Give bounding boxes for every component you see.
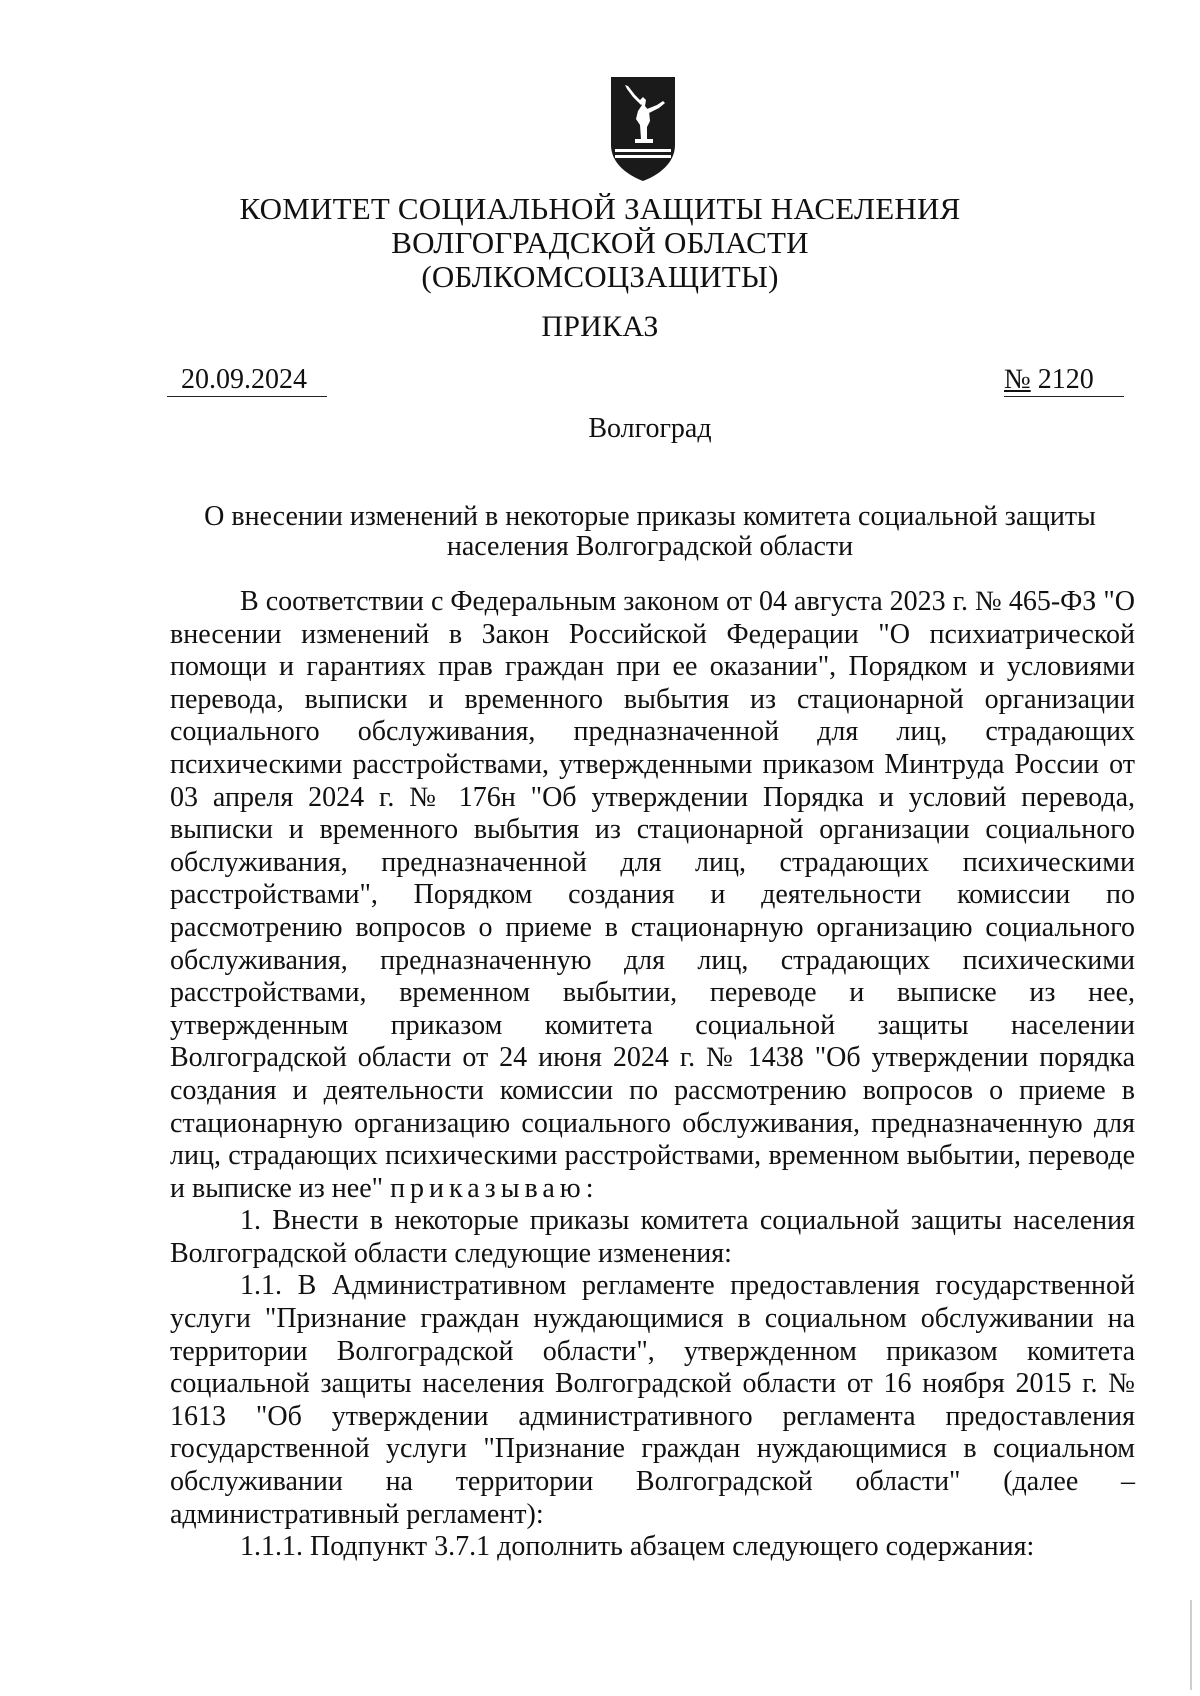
organization-name-line-2: ВОЛГОГРАДСКОЙ ОБЛАСТИ xyxy=(391,225,809,260)
body-paragraph-1-1: 1.1. В Административном регламенте предоставления государственной услуги "Признание граждан нуждающимися в социальном обслуживании на территории Волгоградской области", утвержденном приказом комитета социальной защиты населения Волгоградской области от 16 ноября 2015 г. № 1613 "Об утверждении административного регламента предоставления государственной услуги "Признание граждан нуждающимися в социальном обслуживании на территории Волгоградской области" (далее – административный регламент): xyxy=(170,1270,1135,1530)
organization-name-line-1: КОМИТЕТ СОЦИАЛЬНОЙ ЗАЩИТЫ НАСЕЛЕНИЯ xyxy=(239,191,961,226)
document-type-title: ПРИКАЗ xyxy=(541,310,659,343)
body-paragraph-1-1-1: 1.1.1. Подпункт 3.7.1 дополнить абзацем следующего содержания: xyxy=(240,1531,1035,1563)
document-body xyxy=(170,586,1135,1564)
body-paragraph-preamble xyxy=(170,586,1135,1205)
document-subject xyxy=(150,502,1150,562)
subject-line-2: населения Волгоградской области xyxy=(446,531,854,562)
document-date: 20.09.2024 xyxy=(167,364,327,397)
subject-line-1: О внесении изменений в некоторые приказы комитета социальной защиты xyxy=(204,501,1096,532)
document-number xyxy=(1004,364,1124,397)
organization-name-line-3: (ОБЛКОМСОЦЗАЩИТЫ) xyxy=(421,259,779,294)
preamble-text: В соответствии с Федеральным законом от 04 августа 2023 г. № 465-ФЗ "О внесении изменений в Закон Российской Федерации "О психиатрической помощи и гарантиях прав граждан при ее оказании", Порядком и условиями перевода, выписки и временного выбытия из стационарной организации социального обслуживания, предназначенной для лиц, страдающих психическими расстройствами, утвержденными приказом Минтруда России от 03 апреля 2024 г. № 176н "Об утверждении Порядка и условий перевода, выписки и временного выбытия из стационарной организации социального обслуживания, предназначенной для лиц, страдающих психическими расстройствами", Порядком создания и деятельности комиссии по рассмотрению вопросов о приеме в стационарную организацию социального обслуживания, предназначенную для лиц, страдающих психическими расстройствами, временном выбытии, переводе и выписке из нее, утвержденным приказом комитета социальной защиты населении Волгоградской области от 24 июня 2024 г. № 1438 "Об утверждении порядка создания и деятельности комиссии по рассмотрению вопросов о приеме в стационарную организацию социального обслуживания, предназначенную для лиц, страдающих психическими расстройствами, временном выбытии, переводе и выписке из нее" xyxy=(170,586,1135,1204)
document-city: Волгоград xyxy=(588,413,712,444)
number-value: 2120 xyxy=(1037,364,1094,395)
organization-name xyxy=(0,192,1200,294)
scan-edge-mark xyxy=(1190,1600,1192,1690)
volgograd-coat-of-arms-icon xyxy=(607,75,679,183)
number-sign: № xyxy=(1004,364,1031,395)
body-paragraph-1: 1. Внести в некоторые приказы комитета социальной защиты населения Волгоградской области следующие изменения: xyxy=(170,1205,1135,1269)
order-verb: приказываю: xyxy=(390,1172,599,1204)
